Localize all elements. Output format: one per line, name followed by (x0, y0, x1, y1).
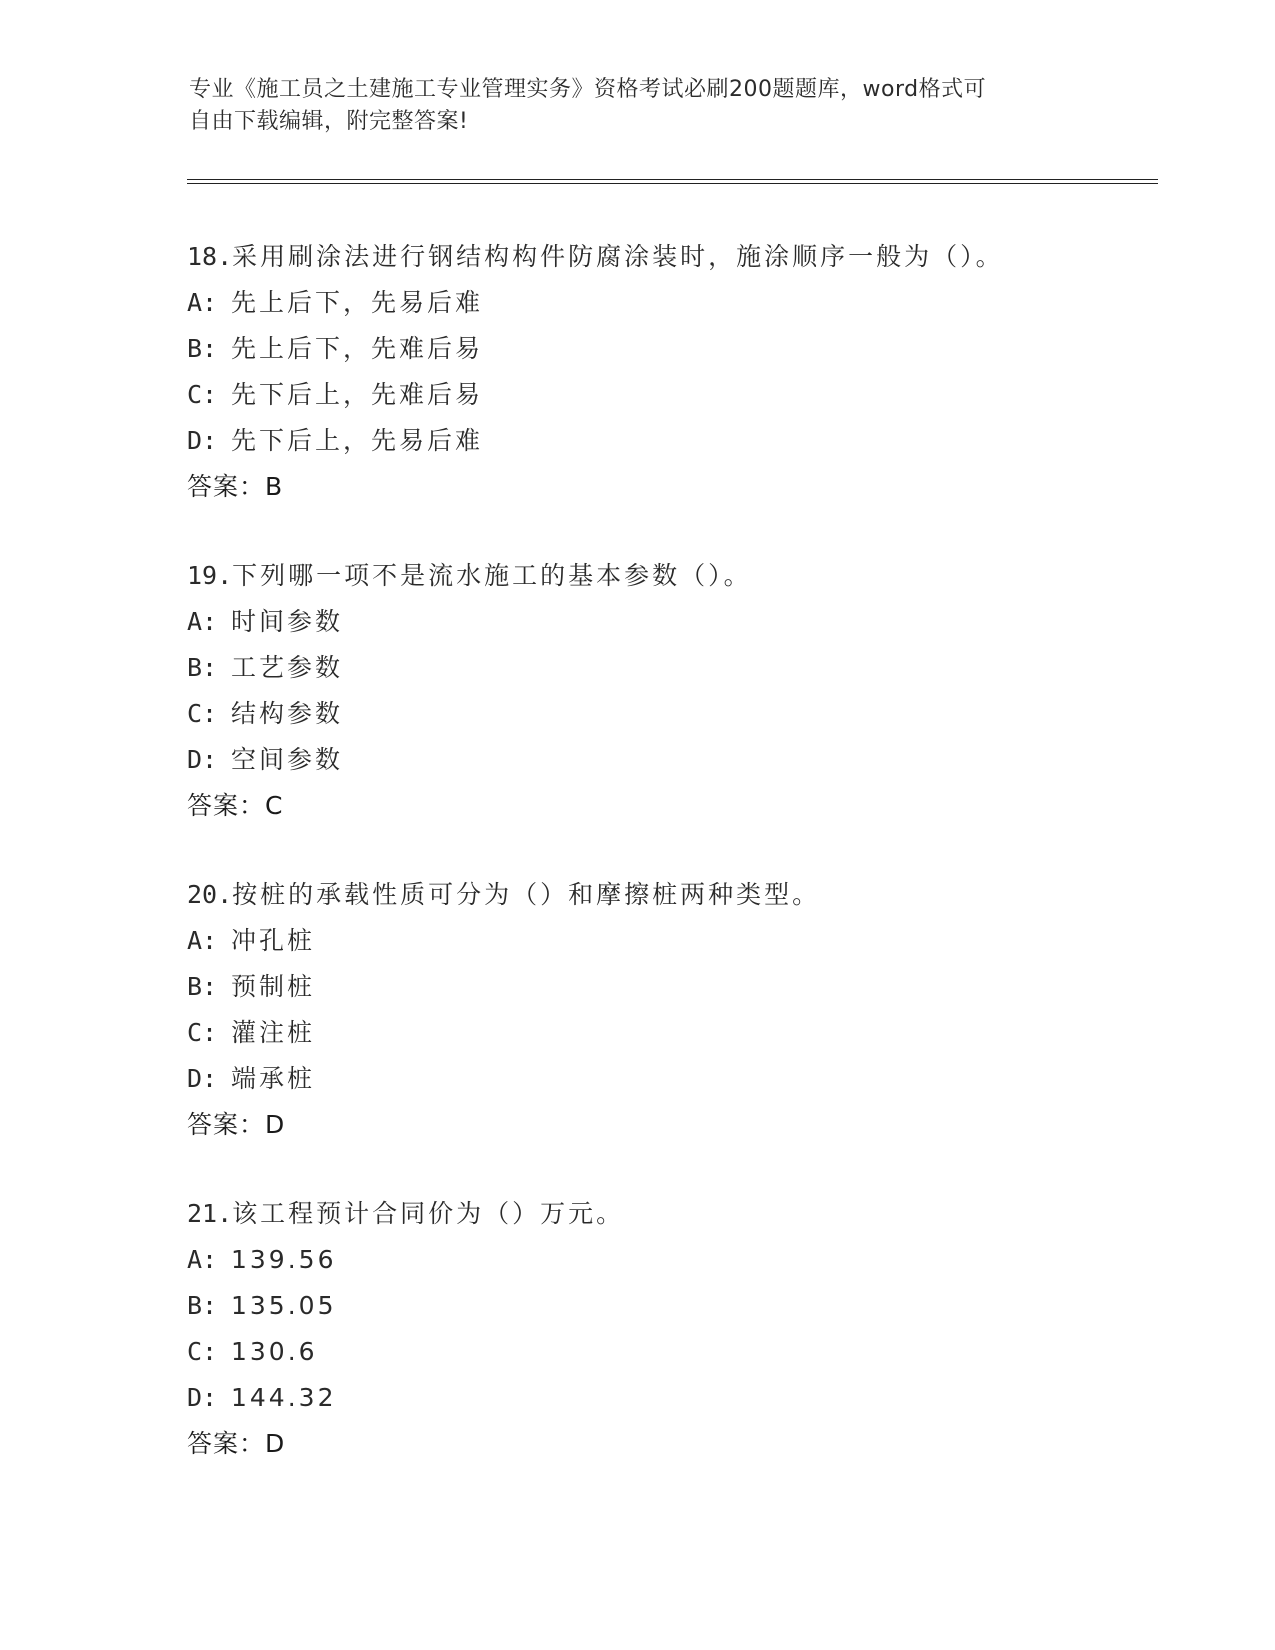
option-key: D: (187, 1383, 218, 1412)
option-key: C: (187, 1337, 218, 1366)
option-text: 工艺参数 (231, 653, 344, 682)
option-text: 135.05 (231, 1291, 337, 1320)
option-d (187, 737, 1127, 783)
header-line-2: 自由下载编辑，附完整答案! (189, 109, 469, 134)
option-d (187, 418, 1127, 464)
option-key: B: (187, 653, 218, 682)
option-b (187, 964, 1127, 1010)
question-number: 19. (187, 561, 233, 590)
question-stem (187, 234, 1127, 280)
option-key: B: (187, 1291, 218, 1320)
question-text: 该工程预计合同价为（）万元。 (232, 1199, 625, 1228)
option-text: 先下后上，先易后难 (231, 426, 484, 455)
option-text: 130.6 (231, 1337, 318, 1366)
question-stem (187, 1191, 1127, 1237)
option-key: C: (187, 380, 218, 409)
option-a (187, 918, 1127, 964)
option-text: 结构参数 (231, 699, 344, 728)
option-text: 先上后下，先难后易 (231, 334, 484, 363)
answer-line: 答案：D (187, 1110, 286, 1139)
option-text: 预制桩 (231, 972, 316, 1001)
header-divider-top (187, 179, 1158, 180)
option-text: 时间参数 (231, 607, 344, 636)
option-c (187, 1329, 1127, 1375)
option-a (187, 599, 1127, 645)
answer-line: 答案：B (187, 472, 284, 501)
question-18 (187, 234, 1127, 510)
option-key: C: (187, 699, 218, 728)
question-20 (187, 872, 1127, 1148)
option-d (187, 1056, 1127, 1102)
question-number: 21. (187, 1199, 233, 1228)
header-line-1: 专业《施工员之土建施工专业管理实务》资格考试必刷200题题库，word格式可 (189, 77, 987, 102)
question-number: 18. (187, 242, 233, 271)
option-a (187, 1237, 1127, 1283)
header-divider-bottom (187, 183, 1158, 184)
option-c (187, 691, 1127, 737)
option-key: A: (187, 926, 218, 955)
option-key: D: (187, 426, 218, 455)
document-header (189, 74, 1089, 138)
question-19 (187, 553, 1127, 829)
option-b (187, 645, 1127, 691)
answer-line: 答案：C (187, 791, 284, 820)
option-d (187, 1375, 1127, 1421)
question-text: 采用刷涂法进行钢结构构件防腐涂装时，施涂顺序一般为（）。 (232, 242, 1004, 271)
option-key: C: (187, 1018, 218, 1047)
option-text: 空间参数 (231, 745, 344, 774)
question-stem (187, 872, 1127, 918)
option-b (187, 1283, 1127, 1329)
option-text: 冲孔桩 (231, 926, 316, 955)
option-b (187, 326, 1127, 372)
question-text: 下列哪一项不是流水施工的基本参数（）。 (232, 561, 752, 590)
option-text: 端承桩 (231, 1064, 316, 1093)
option-text: 先下后上，先难后易 (231, 380, 484, 409)
question-stem (187, 553, 1127, 599)
option-c (187, 1010, 1127, 1056)
option-c (187, 372, 1127, 418)
question-text: 按桩的承载性质可分为（）和摩擦桩两种类型。 (232, 880, 821, 909)
option-key: A: (187, 1245, 218, 1274)
option-text: 灌注桩 (231, 1018, 316, 1047)
option-a (187, 280, 1127, 326)
option-key: D: (187, 1064, 218, 1093)
option-key: B: (187, 334, 218, 363)
option-key: A: (187, 607, 218, 636)
option-text: 139.56 (231, 1245, 337, 1274)
answer-line: 答案：D (187, 1429, 286, 1458)
option-key: B: (187, 972, 218, 1001)
option-key: D: (187, 745, 218, 774)
option-text: 144.32 (231, 1383, 337, 1412)
question-number: 20. (187, 880, 233, 909)
question-21 (187, 1191, 1127, 1467)
option-text: 先上后下，先易后难 (231, 288, 484, 317)
option-key: A: (187, 288, 218, 317)
